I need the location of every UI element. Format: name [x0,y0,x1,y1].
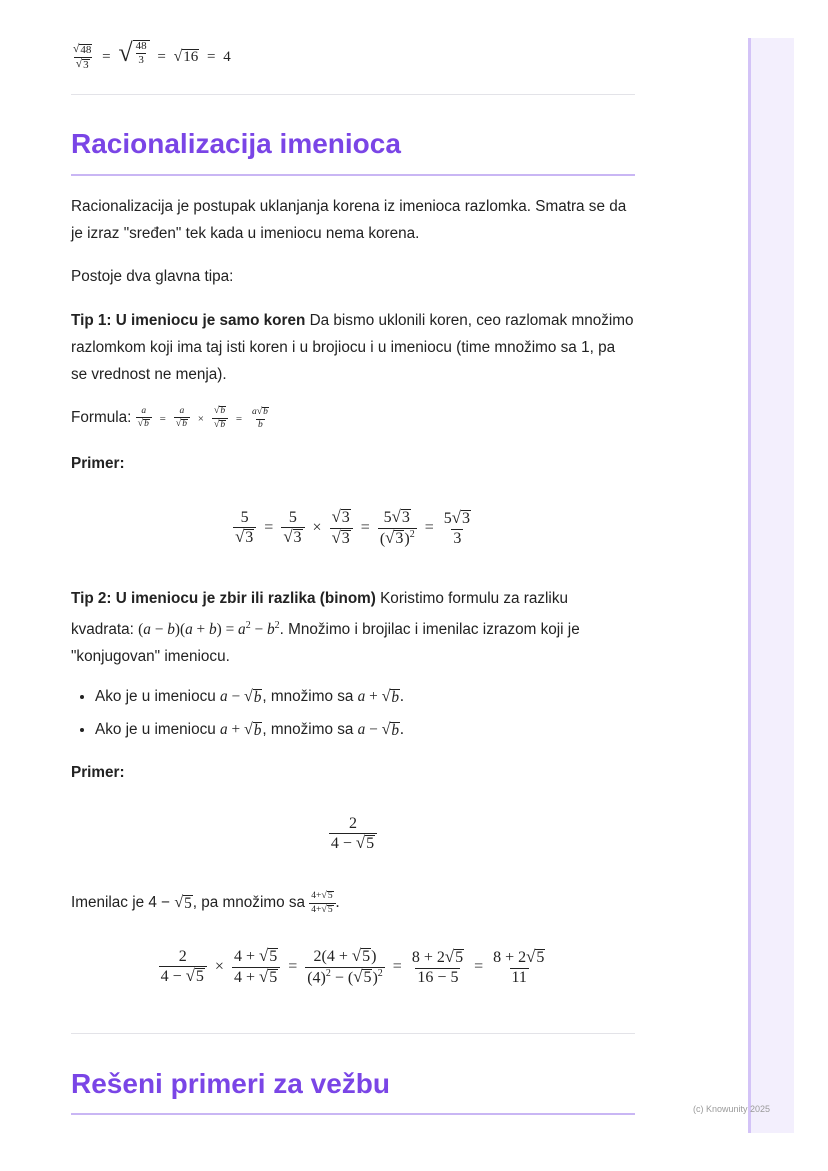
tip1-text: Da bismo uklonili koren, ceo razlomak množimo razlomkom koji ima taj isti koren i u brojiocu i u imeniocu (time množimo sa 1, pa se vrednost ne menja). [71,312,634,383]
tip2-paragraph: Tip 2: U imeniocu je zbir ili razlika (binom) Koristimo formulu za razliku kvadrata: $(a - b)(a + b) = a^2 - b^2$. Množimo i brojilac i imenilac izrazom koji je "konjugovan" imeniocu. [71,590,580,666]
list-item: • Ako je u imeniocu a + √ b , množimo sa a − √ b . [95,716,635,749]
formula: a √ b = a √ b × √ b √ b = a √ b b [137,405,268,430]
difference-of-squares: $(a - b)(a + b) = a^2 - b^2$ [138,620,280,639]
example1-label: Primer: [71,455,125,472]
watermark: (c) Knowunity 2025 [693,1104,771,1114]
example1-equation: 5 √ 3 = 5 √ 3 × √ 3 √ 3 = 5 √ 3 ( √ 3 )$^2$ = 5 √ 3 3 [235,507,470,548]
intro-paragraph: Racionalizacija je postupak uklanjanja korena iz imenioca razlomka. Smatra se da je izraz "sređen" tek kada u imeniocu nema korena. [71,198,627,242]
top-equation: √ 48 √ 3 = √ $\frac{48}{3}$ = √ 16 = 4 [73,38,231,72]
formula-line: Formula: a √ b = a √ b × √ b √ b = a √ b b [71,404,635,433]
list-item: • Ako je u imeniocu a − √ b , množimo sa a + √ b . [95,683,635,716]
imenilac-line: Imenilac je 4 − √ 5 , pa množimo sa 4+ √ 5 4+ √ 5 . [71,890,340,915]
example2-label: Primer: [71,764,125,781]
tip2-title: Tip 2: U imeniocu je zbir ili razlika (binom) [71,590,376,607]
example2-fraction: 2 4 − √ 5 [71,816,635,853]
heading-underline [71,174,635,176]
example2-equation: 2 4 − √ 5 × 4 + √ 5 4 + √ 5 = 2(4 + √ 5 ) $(4)^2$ − ( √ 5 )$^2$ = 8 + 2 √ 5 16 − 5 = 8 + 2 √ 5 11 [160,946,545,987]
tip1-paragraph [71,307,635,388]
section-heading: Racionalizacija imenioca [71,128,401,159]
divider [71,1033,635,1034]
divider [71,94,635,95]
bullet-list [71,683,635,749]
types-intro: Postoje dva glavna tipa: [71,268,234,285]
section-heading: Rešeni primeri za vežbu [71,1068,391,1099]
heading-underline [71,1113,635,1115]
side-panel [748,38,794,1133]
tip1-title: Tip 1: U imeniocu je samo koren [71,312,306,329]
fraction: √ 48 √ 3 [73,42,92,72]
